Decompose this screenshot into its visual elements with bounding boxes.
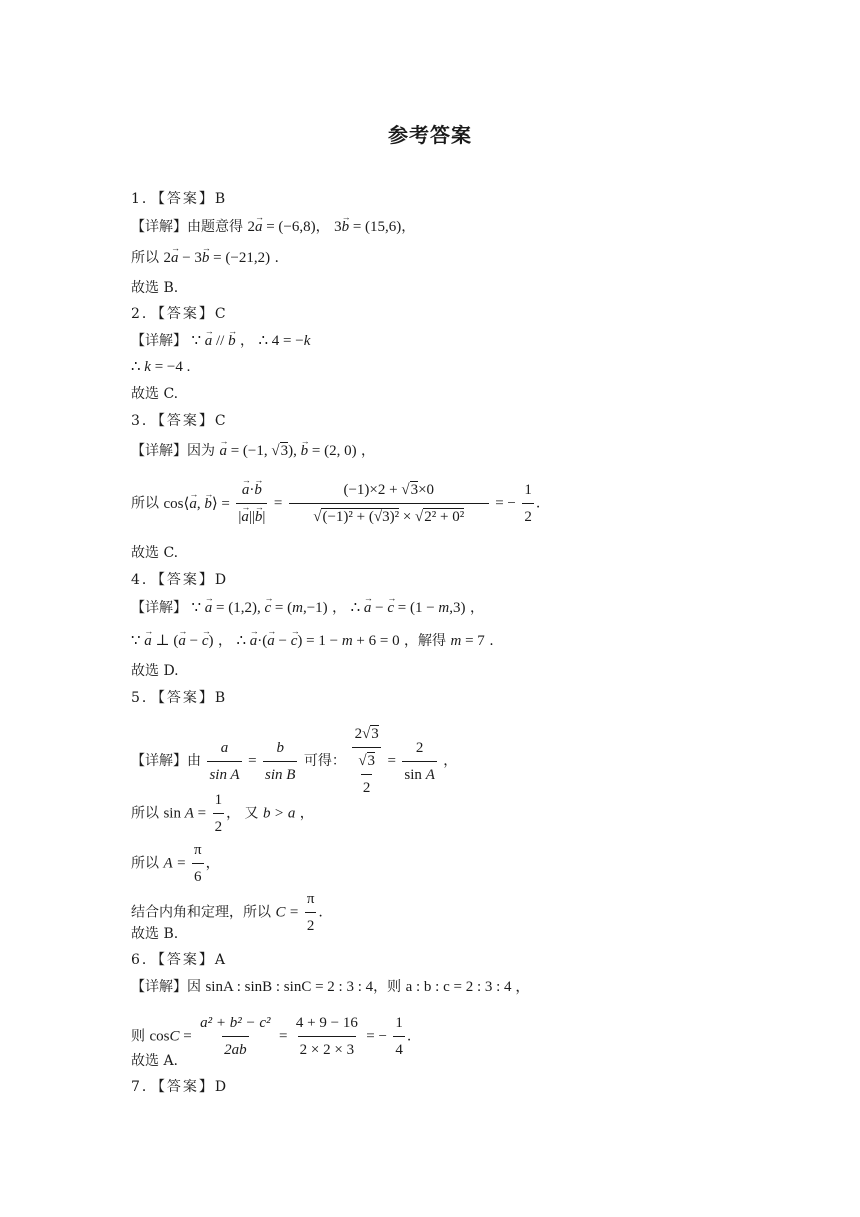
q2-line2: ∴ k = −4 . <box>131 359 191 375</box>
q4-answer: 4．【答案】D <box>131 572 229 588</box>
q1-answer: 1．【答案】B <box>131 191 228 207</box>
q7-answer: 7．【答案】D <box>131 1079 229 1095</box>
q1-conclusion: 故选 B. <box>131 280 179 296</box>
q2-answer: 2．【答案】C <box>131 306 228 322</box>
q6-detail: 【详解】因 sinA : sinB : sinC = 2 : 3 : 4，则 a : b : c = 2 : 3 : 4 ， <box>131 979 531 995</box>
q3-conclusion: 故选 C. <box>131 545 179 561</box>
q3-detail: 【详解】因为 → a = (−1, √3), → b = (2, 0) ， <box>131 441 375 461</box>
q5-law-of-sines: 【详解】由 $\frac{a}{\text{sin A}}$ = $\frac{b}{\text{sin B}}$ 可得： $\frac{2√3}{\frac{√3}{2}}$ = $\frac{2}{\text{sin A}}$ ， <box>131 722 457 800</box>
q6-answer: 6．【答案】A <box>131 952 228 968</box>
q5-line2: 所以 sin A = $\frac{1}{2}$ ， 又 b > a ， <box>131 788 314 839</box>
q3-cos-formula: 所以 cos⟨→ a, → b⟩ = → $\frac{a\cdot\to b}{|\to a||\to b|}$ = $\frac{(-1)\times 2 + √3\times 0}{\text{√(−1)² + (√3)² × √2² + 0²}}$ = − $\frac{1}{2}$ . <box>131 478 540 529</box>
q1-detail: 【详解】由题意得 2→ a = (−6,8)， 3→ b = (15,6)， <box>131 217 415 237</box>
q2-conclusion: 故选 C. <box>131 386 179 402</box>
q4-conclusion: 故选 D. <box>131 663 179 679</box>
q1-line2: 所以 2→ a − 3→ b = (−21,2) . <box>131 248 279 268</box>
q5-conclusion: 故选 B. <box>131 926 179 942</box>
q4-line2: ∵ → a ⊥ (→ a − → c) ， ∴ → a·(→ a − → c) = 1 − m + 6 = 0 ，解得 m = 7 . <box>131 631 494 651</box>
q5-line3: 所以 A = $\frac{\pi}{6}$ ， <box>131 838 220 889</box>
q3-answer: 3．【答案】C <box>131 413 228 429</box>
q5-line4: 结合内角和定理，所以 C = $\frac{\pi}{2}$ . <box>131 887 323 938</box>
page-title: 参考答案 <box>388 123 472 147</box>
q6-cos-formula: 则 cosC = $\frac{\text{a² + b² − c²}}{2ab}$ = $\frac{4 + 9 - 16}{2 \times 2 \times 3}$ = − $\frac{1}{4}$ . <box>131 1011 411 1062</box>
q5-answer: 5．【答案】B <box>131 690 228 706</box>
q2-detail: 【详解】 ∵ → a // → b ， ∴ 4 = −k <box>131 331 310 351</box>
q6-conclusion: 故选 A. <box>131 1053 179 1069</box>
q4-line1: 【详解】 ∵ → a = (1,2), → c = (m,−1) ， ∴ → a − → c = (1 − m,3) ， <box>131 598 484 618</box>
